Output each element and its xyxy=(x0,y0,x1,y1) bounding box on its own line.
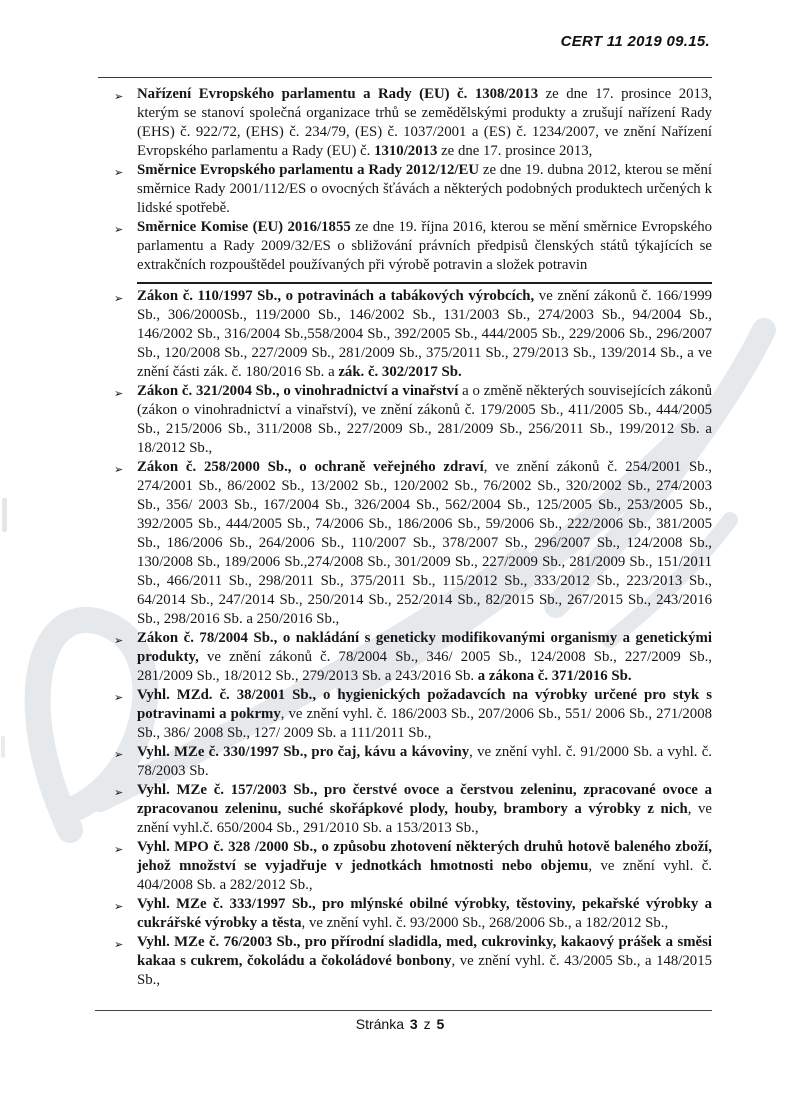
regulation-text: Vyhl. MZd. č. 38/2001 Sb., o hygienických požadavcích na výrobky určené pro styk s potravinami a pokrmy, ve znění vyhl. č. 186/2003 Sb., 207/2006 Sb., 551/ 2006 Sb., 271/2008 Sb., 386/ 2008 Sb., 127/ 2009 Sb. a 111/2011 Sb., xyxy=(137,687,712,741)
scan-artifact xyxy=(1,736,5,758)
footer-label: Stránka xyxy=(355,1016,404,1032)
regulation-item xyxy=(100,161,712,218)
regulation-text: Vyhl. MZe č. 330/1997 Sb., pro čaj, kávu a kávoviny, ve znění vyhl. č. 91/2000 Sb. a vyhl. č. 78/2003 Sb. xyxy=(137,744,712,779)
footer-page-number: 3 xyxy=(409,1016,418,1032)
header-rule xyxy=(98,77,712,78)
regulation-text: Vyhl. MPO č. 328 /2000 Sb., o způsobu zhotovení některých druhů hotově baleného zboží, jehož množství se vyjadřuje v jednotkách hmotnosti nebo objemu, ve znění vyhl. č. 404/2008 Sb. a 282/2012 Sb., xyxy=(137,839,712,893)
footer-rule xyxy=(95,1010,712,1011)
regulation-text: Nařízení Evropského parlamentu a Rady (EU) č. 1308/2013 ze dne 17. prosince 2013, kterým se stanoví společná organizace trhů se zemědělskými produkty a zrušují nařízení Rady (EHS) č. 922/72, (EHS) č. 234/79, (ES) č. 1037/2001 a (ES) č. 1234/2007, ve znění Nařízení Evropského parlamentu a Rady (EU) č. 1310/2013 ze dne 17. prosince 2013, xyxy=(137,86,712,159)
footer-page-total: 5 xyxy=(436,1016,445,1032)
regulation-item xyxy=(100,743,712,781)
regulation-item xyxy=(100,287,712,382)
regulation-text: Vyhl. MZe č. 157/2003 Sb., pro čerstvé ovoce a čerstvou zeleninu, zpracované ovoce a zpracovanou zeleninu, suché skořápkové plody, houby, brambory a výrobky z nich, ve znění vyhl.č. 650/2004 Sb., 291/2010 Sb. a 153/2013 Sb., xyxy=(137,782,712,836)
regulation-item xyxy=(100,838,712,895)
arrow-bullet-icon: ➢ xyxy=(114,843,124,856)
regulation-item xyxy=(100,382,712,458)
scan-artifact xyxy=(2,498,7,532)
arrow-bullet-icon: ➢ xyxy=(114,748,124,761)
section-divider xyxy=(137,282,712,284)
regulation-item xyxy=(100,218,712,275)
arrow-bullet-icon: ➢ xyxy=(114,786,124,799)
regulation-item xyxy=(100,629,712,686)
arrow-bullet-icon: ➢ xyxy=(114,387,124,400)
regulation-item xyxy=(100,686,712,743)
regulation-item xyxy=(100,781,712,838)
regulation-text: Vyhl. MZe č. 333/1997 Sb., pro mlýnské obilné výrobky, těstoviny, pekařské výrobky a cukrářské výrobky a těsta, ve znění vyhl. č. 93/2000 Sb., 268/2006 Sb., a 182/2012 Sb., xyxy=(137,896,712,931)
regulation-list xyxy=(100,85,712,1007)
arrow-bullet-icon: ➢ xyxy=(114,938,124,951)
document-reference: CERT 11 2019 09.15. xyxy=(560,33,710,50)
arrow-bullet-icon: ➢ xyxy=(114,292,124,305)
regulation-text: Zákon č. 258/2000 Sb., o ochraně veřejného zdraví, ve znění zákonů č. 254/2001 Sb., 274/2001 Sb., 86/2002 Sb., 13/2002 Sb., 120/2002 Sb., 76/2002 Sb., 320/2002 Sb., 274/2003 Sb., 356/ 2003 Sb., 167/2004 Sb., 326/2004 Sb., 562/2004 Sb., 125/2005 Sb., 253/2005 Sb., 392/2005 Sb., 444/2005 Sb., 74/2006 Sb., 186/2006 Sb., 59/2006 Sb., 222/2006 Sb., 381/2005 Sb., 186/2006 Sb., 264/2006 Sb., 110/2007 Sb., 378/2007 Sb., 296/2007 Sb., 124/2008 Sb., 130/2008 Sb., 189/2006 Sb.,274/2008 Sb., 301/2009 Sb., 227/2009 Sb., 281/2009 Sb., 151/2011 Sb., 466/2011 Sb., 298/2011 Sb., 375/2011 Sb., 115/2012 Sb., 333/2012 Sb., 223/2013 Sb., 64/2014 Sb., 247/2014 Sb., 250/2014 Sb., 252/2014 Sb., 82/2015 Sb., 267/2015 Sb., 243/2016 Sb., 298/2016 Sb. a 250/2016 Sb., xyxy=(137,459,712,627)
regulation-item xyxy=(100,458,712,629)
regulation-item xyxy=(100,933,712,990)
regulation-text: Směrnice Evropského parlamentu a Rady 2012/12/EU ze dne 19. dubna 2012, kterou se mění směrnice Rady 2001/112/ES o ovocných šťávách a některých podobných produktech určených k lidské spotřebě. xyxy=(137,162,712,216)
arrow-bullet-icon: ➢ xyxy=(114,900,124,913)
arrow-bullet-icon: ➢ xyxy=(114,691,124,704)
regulation-text: Zákon č. 321/2004 Sb., o vinohradnictví a vinařství a o změně některých souvisejících zákonů (zákon o vinohradnictví a vinařství), ve znění zákonů č. 179/2005 Sb., 411/2005 Sb., 444/2005 Sb., 215/2006 Sb., 311/2008 Sb., 227/2009 Sb., 281/2009 Sb., 256/2011 Sb., 199/2012 Sb. a 18/2012 Sb., xyxy=(137,383,712,456)
regulation-text: Zákon č. 78/2004 Sb., o nakládání s geneticky modifikovanými organismy a genetickými produkty, ve znění zákonů č. 78/2004 Sb., 346/ 2005 Sb., 124/2008 Sb., 227/2009 Sb., 281/2009 Sb., 18/2012 Sb., 279/2013 Sb. a 243/2016 Sb. a zákona č. 371/2016 Sb. xyxy=(137,630,712,684)
regulation-text: Vyhl. MZe č. 76/2003 Sb., pro přírodní sladidla, med, cukrovinky, kakaový prášek a směsi kakaa s cukrem, čokoládu a čokoládové bonbony, ve znění vyhl. č. 43/2005 Sb., a 148/2015 Sb., xyxy=(137,934,712,988)
regulation-text: Směrnice Komise (EU) 2016/1855 ze dne 19. října 2016, kterou se mění směrnice Evropského parlamentu a Rady 2009/32/ES o sbližování právních předpisů členských států týkajících se extrakčních rozpouštědel používaných při výrobě potravin a složek potravin xyxy=(137,219,712,273)
regulation-item xyxy=(100,85,712,161)
arrow-bullet-icon: ➢ xyxy=(114,634,124,647)
footer-of-word: z xyxy=(423,1016,431,1032)
regulation-item xyxy=(100,895,712,933)
page-footer xyxy=(0,1016,800,1032)
arrow-bullet-icon: ➢ xyxy=(114,166,124,179)
arrow-bullet-icon: ➢ xyxy=(114,90,124,103)
arrow-bullet-icon: ➢ xyxy=(114,223,124,236)
regulation-text: Zákon č. 110/1997 Sb., o potravinách a tabákových výrobcích, ve znění zákonů č. 166/1999 Sb., 306/2000Sb., 119/2000 Sb., 146/2002 Sb., 131/2003 Sb., 274/2003 Sb., 94/2004 Sb., 146/2002 Sb., 316/2004 Sb.,558/2004 Sb., 392/2005 Sb., 444/2005 Sb., 229/2006 Sb., 296/2007 Sb., 120/2008 Sb., 227/2009 Sb., 281/2009 Sb., 375/2011 Sb., 279/2013 Sb., 139/2014 Sb., a ve znění části zák. č. 180/2016 Sb. a zák. č. 302/2017 Sb. xyxy=(137,288,712,380)
arrow-bullet-icon: ➢ xyxy=(114,463,124,476)
